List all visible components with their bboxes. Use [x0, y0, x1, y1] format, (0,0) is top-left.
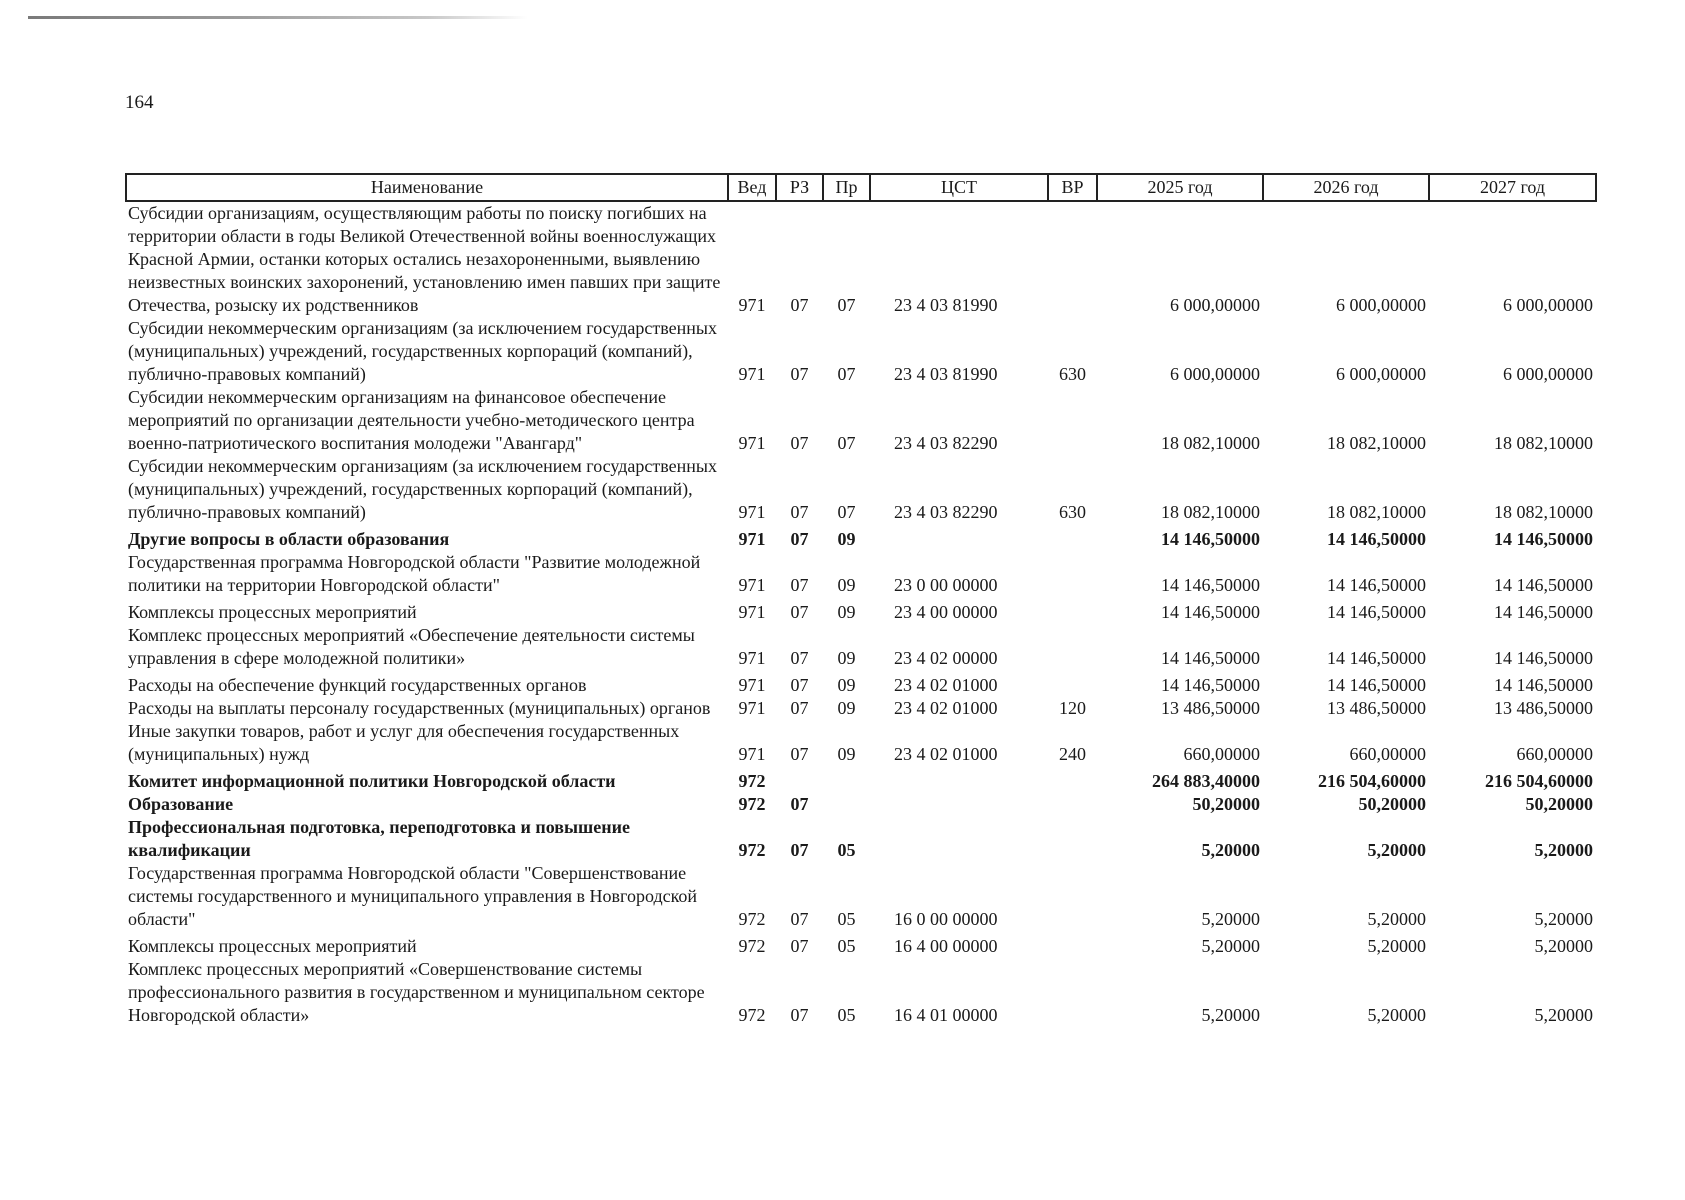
- row-ved: 971: [738, 675, 766, 695]
- row-2026: 6 000,00000: [1336, 295, 1426, 315]
- table-row: [126, 766, 1596, 793]
- row-2027: 14 146,50000: [1494, 602, 1593, 622]
- row-name: Субсидии организациям, осуществляющим работы по поиску погибших на территории области в годы Великой Отечественной войны военнослужащих Красной Армии, останки которых остались незахороненными, выявлению неизвестных воинских захоронений, установлению имен павших при защите Отечества, розыску их родственников: [128, 203, 721, 315]
- page-number: 164: [125, 92, 154, 113]
- row-rz: [776, 766, 823, 793]
- table-row: [126, 551, 1596, 597]
- row-ved: 971: [738, 744, 766, 764]
- row-2025: 6 000,00000: [1170, 364, 1260, 384]
- row-rz: 07: [790, 909, 809, 929]
- row-2025: 18 082,10000: [1161, 433, 1260, 453]
- row-2027: 18 082,10000: [1494, 433, 1593, 453]
- row-rz: 07: [790, 529, 809, 549]
- row-2026: 14 146,50000: [1327, 529, 1426, 549]
- row-2027: 14 146,50000: [1494, 529, 1593, 549]
- row-name: Расходы на обеспечение функций государственных органов: [128, 675, 587, 695]
- row-pr: 07: [837, 364, 856, 384]
- row-2025: 5,20000: [1201, 936, 1260, 956]
- row-name: Комплекс процессных мероприятий «Обеспечение деятельности системы управления в сфере молодежной политики»: [128, 625, 695, 668]
- row-2027: 6 000,00000: [1503, 364, 1593, 384]
- row-2026: 6 000,00000: [1336, 364, 1426, 384]
- row-ved: 971: [738, 575, 766, 595]
- table-row: [126, 624, 1596, 670]
- row-ved: 971: [738, 698, 766, 718]
- row-pr: 07: [837, 295, 856, 315]
- header-vr: ВР: [1048, 174, 1097, 201]
- row-rz: 07: [790, 1005, 809, 1025]
- row-2027: 14 146,50000: [1494, 648, 1593, 668]
- row-2027: 50,20000: [1525, 794, 1593, 814]
- row-vr: [1048, 958, 1097, 1027]
- row-rz: 07: [790, 602, 809, 622]
- row-pr: 09: [837, 698, 856, 718]
- row-pr: 09: [837, 529, 856, 549]
- row-vr: [1048, 793, 1097, 816]
- row-2025: 18 082,10000: [1161, 502, 1260, 522]
- row-cst: 23 4 02 01000: [894, 744, 998, 764]
- row-name: Иные закупки товаров, работ и услуг для обеспечения государственных (муниципальных) нужд: [128, 721, 680, 764]
- row-ved: 972: [738, 771, 766, 791]
- row-ved: 972: [738, 794, 766, 814]
- row-pr: 09: [837, 744, 856, 764]
- table-row: [126, 201, 1596, 317]
- row-vr: [1048, 931, 1097, 958]
- row-cst: 23 4 02 01000: [894, 698, 998, 718]
- row-cst: 23 4 00 00000: [894, 602, 998, 622]
- row-cst: 16 4 00 00000: [894, 936, 998, 956]
- row-2025: 14 146,50000: [1161, 575, 1260, 595]
- header-2025: 2025 год: [1097, 174, 1263, 201]
- row-rz: 07: [790, 648, 809, 668]
- table-row: [126, 455, 1596, 524]
- row-2026: 13 486,50000: [1327, 698, 1426, 718]
- table-row: [126, 862, 1596, 931]
- row-2026: 14 146,50000: [1327, 602, 1426, 622]
- row-ved: 971: [738, 295, 766, 315]
- row-vr: 630: [1059, 502, 1086, 522]
- table-header: [126, 174, 1596, 201]
- row-rz: 07: [790, 936, 809, 956]
- row-vr: [1048, 766, 1097, 793]
- row-ved: 971: [738, 529, 766, 549]
- table-body: [126, 201, 1596, 1027]
- table-row: [126, 931, 1596, 958]
- row-2025: 14 146,50000: [1161, 529, 1260, 549]
- row-vr: [1048, 551, 1097, 597]
- row-2026: 14 146,50000: [1327, 675, 1426, 695]
- row-cst: 23 4 02 01000: [894, 675, 998, 695]
- row-name: Комитет информационной политики Новгородской области: [128, 771, 616, 791]
- row-2026: 216 504,60000: [1318, 771, 1426, 791]
- row-2027: 6 000,00000: [1503, 295, 1593, 315]
- row-name: Комплексы процессных мероприятий: [128, 936, 417, 956]
- row-pr: 05: [837, 1005, 856, 1025]
- row-rz: 07: [790, 295, 809, 315]
- row-vr: 630: [1059, 364, 1086, 384]
- table-row: [126, 386, 1596, 455]
- row-2025: 660,00000: [1183, 744, 1260, 764]
- row-pr: 09: [837, 575, 856, 595]
- row-pr: 09: [837, 648, 856, 668]
- table-row: [126, 597, 1596, 624]
- row-name: Расходы на выплаты персоналу государственных (муниципальных) органов: [128, 698, 711, 718]
- row-2025: 5,20000: [1201, 909, 1260, 929]
- row-pr: [823, 766, 870, 793]
- row-ved: 972: [738, 909, 766, 929]
- row-2025: 6 000,00000: [1170, 295, 1260, 315]
- row-rz: 07: [790, 364, 809, 384]
- row-pr: 07: [837, 433, 856, 453]
- row-2027: 18 082,10000: [1494, 502, 1593, 522]
- table-row: [126, 524, 1596, 551]
- row-ved: 972: [738, 840, 766, 860]
- row-name: Комплексы процессных мероприятий: [128, 602, 417, 622]
- row-2026: 18 082,10000: [1327, 502, 1426, 522]
- scan-edge-streak: [28, 16, 528, 19]
- row-pr: 05: [837, 909, 856, 929]
- header-pr: Пр: [823, 174, 870, 201]
- row-name: Субсидии некоммерческим организациям (за исключением государственных (муниципальных) учреждений, государственных корпораций (компаний), публично-правовых компаний): [128, 318, 718, 384]
- row-cst: 23 4 02 00000: [894, 648, 998, 668]
- row-vr: [1048, 597, 1097, 624]
- row-pr: 05: [837, 840, 856, 860]
- row-rz: 07: [790, 698, 809, 718]
- row-pr: [823, 793, 870, 816]
- row-name: Образование: [128, 794, 234, 814]
- row-2027: 660,00000: [1516, 744, 1593, 764]
- header-2026: 2026 год: [1263, 174, 1429, 201]
- budget-table: [125, 173, 1597, 1027]
- row-cst: 16 4 01 00000: [894, 1005, 998, 1025]
- row-cst: 16 0 00 00000: [894, 909, 998, 929]
- row-cst: [870, 524, 1048, 551]
- row-ved: 971: [738, 433, 766, 453]
- row-2027: 14 146,50000: [1494, 675, 1593, 695]
- row-name: Комплекс процессных мероприятий «Совершенствование системы профессионального развития в государственном и муниципальном секторе Новгородской области»: [128, 959, 705, 1025]
- row-pr: 09: [837, 675, 856, 695]
- table-row: [126, 816, 1596, 862]
- row-cst: 23 4 03 82290: [894, 502, 998, 522]
- table-row: [126, 317, 1596, 386]
- row-pr: 07: [837, 502, 856, 522]
- row-pr: 09: [837, 602, 856, 622]
- header-2027: 2027 год: [1429, 174, 1596, 201]
- row-cst: 23 4 03 81990: [894, 364, 998, 384]
- row-ved: 971: [738, 648, 766, 668]
- row-rz: 07: [790, 840, 809, 860]
- row-2026: 660,00000: [1349, 744, 1426, 764]
- row-pr: 05: [837, 936, 856, 956]
- row-ved: 972: [738, 1005, 766, 1025]
- row-2025: 5,20000: [1201, 1005, 1260, 1025]
- row-vr: [1048, 386, 1097, 455]
- header-row: [126, 174, 1596, 201]
- table-row: [126, 793, 1596, 816]
- row-2025: 5,20000: [1201, 840, 1260, 860]
- row-rz: 07: [790, 575, 809, 595]
- table-row: [126, 697, 1596, 720]
- row-2027: 5,20000: [1534, 909, 1593, 929]
- row-2025: 264 883,40000: [1152, 771, 1260, 791]
- row-2027: 13 486,50000: [1494, 698, 1593, 718]
- row-2026: 5,20000: [1367, 1005, 1426, 1025]
- row-2025: 14 146,50000: [1161, 648, 1260, 668]
- row-ved: 971: [738, 364, 766, 384]
- row-name: Государственная программа Новгородской области "Совершенствование системы государственного и муниципального управления в Новгородской области": [128, 863, 698, 929]
- row-name: Профессиональная подготовка, переподготовка и повышение квалификации: [128, 817, 630, 860]
- row-cst: 23 4 03 81990: [894, 295, 998, 315]
- row-2025: 14 146,50000: [1161, 602, 1260, 622]
- row-2026: 14 146,50000: [1327, 648, 1426, 668]
- row-rz: 07: [790, 744, 809, 764]
- row-2027: 5,20000: [1534, 936, 1593, 956]
- row-2026: 5,20000: [1367, 840, 1426, 860]
- row-name: Субсидии некоммерческим организациям на финансовое обеспечение мероприятий по организации деятельности учебно-методического центра военно-патриотического воспитания молодежи "Авангард": [128, 387, 695, 453]
- row-cst: [870, 816, 1048, 862]
- row-vr: [1048, 201, 1097, 317]
- header-ved: Вед: [728, 174, 776, 201]
- row-vr: [1048, 816, 1097, 862]
- row-2027: 5,20000: [1534, 1005, 1593, 1025]
- row-2026: 18 082,10000: [1327, 433, 1426, 453]
- row-2026: 5,20000: [1367, 936, 1426, 956]
- row-name: Государственная программа Новгородской области "Развитие молодежной политики на территории Новгородской области": [128, 552, 701, 595]
- row-name: Субсидии некоммерческим организациям (за исключением государственных (муниципальных) учреждений, государственных корпораций (компаний), публично-правовых компаний): [128, 456, 718, 522]
- row-vr: [1048, 624, 1097, 670]
- row-cst: [870, 793, 1048, 816]
- row-2027: 14 146,50000: [1494, 575, 1593, 595]
- header-rz: РЗ: [776, 174, 823, 201]
- row-vr: 240: [1059, 744, 1086, 764]
- row-ved: 971: [738, 602, 766, 622]
- row-cst: [870, 766, 1048, 793]
- row-vr: [1048, 670, 1097, 697]
- row-rz: 07: [790, 502, 809, 522]
- row-name: Другие вопросы в области образования: [128, 529, 450, 549]
- table-row: [126, 720, 1596, 766]
- row-2026: 50,20000: [1358, 794, 1426, 814]
- row-rz: 07: [790, 794, 809, 814]
- header-name: Наименование: [126, 174, 728, 201]
- row-2025: 50,20000: [1192, 794, 1260, 814]
- row-2025: 14 146,50000: [1161, 675, 1260, 695]
- table-row: [126, 958, 1596, 1027]
- row-vr: [1048, 862, 1097, 931]
- row-2026: 14 146,50000: [1327, 575, 1426, 595]
- row-cst: 23 4 03 82290: [894, 433, 998, 453]
- row-ved: 971: [738, 502, 766, 522]
- row-2026: 5,20000: [1367, 909, 1426, 929]
- row-vr: 120: [1059, 698, 1086, 718]
- table-row: [126, 670, 1596, 697]
- row-2027: 216 504,60000: [1485, 771, 1593, 791]
- row-rz: 07: [790, 675, 809, 695]
- row-2027: 5,20000: [1534, 840, 1593, 860]
- row-2025: 13 486,50000: [1161, 698, 1260, 718]
- row-rz: 07: [790, 433, 809, 453]
- row-cst: 23 0 00 00000: [894, 575, 998, 595]
- row-ved: 972: [738, 936, 766, 956]
- row-vr: [1048, 524, 1097, 551]
- header-cst: ЦСТ: [870, 174, 1048, 201]
